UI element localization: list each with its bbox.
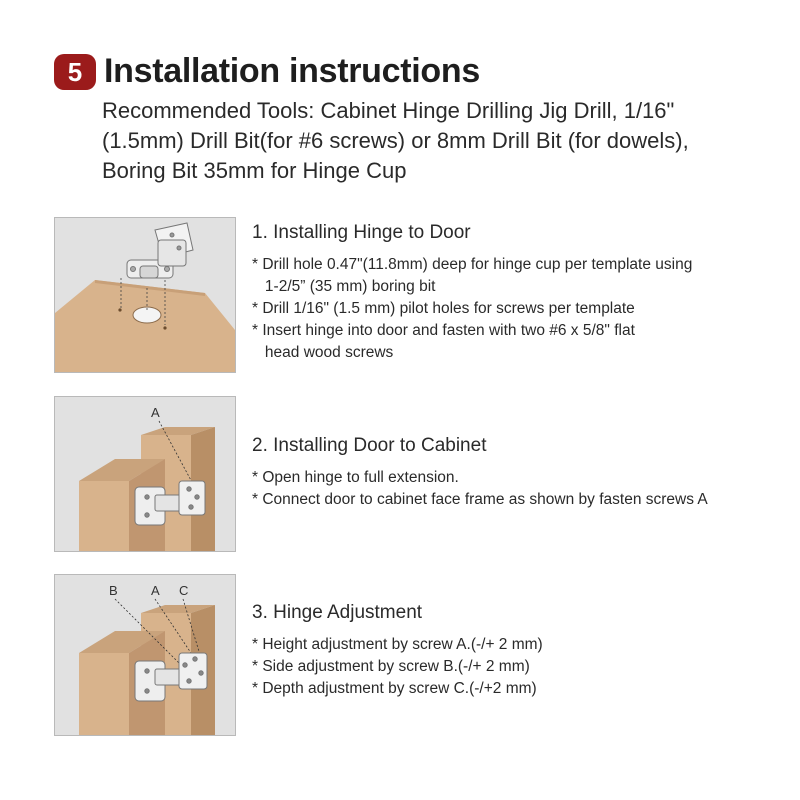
- step2-illustration: [54, 396, 236, 552]
- instruction-bullet: * Drill 1/16" (1.5 mm) pilot holes for screws per template: [252, 300, 635, 317]
- pilot-hole: [118, 308, 121, 311]
- hinge-icon: [127, 223, 193, 278]
- page-title: Installation instructions: [104, 52, 480, 90]
- instruction-bullet: * Open hinge to full extension.: [252, 469, 459, 486]
- step-number-badge: 5: [54, 54, 96, 90]
- callout-label-a: A: [151, 583, 160, 598]
- step2-instructions: [252, 435, 792, 511]
- callout-label-c: C: [179, 583, 189, 598]
- step3-instructions: [252, 602, 792, 700]
- step-title: 3. Hinge Adjustment: [252, 602, 423, 623]
- callout-label-b: B: [109, 583, 118, 598]
- tools-line: Recommended Tools: Cabinet Hinge Drilling Jig Drill, 1/16": [102, 98, 675, 123]
- step-title: 1. Installing Hinge to Door: [252, 222, 471, 243]
- tools-line: (1.5mm) Drill Bit(for #6 screws) or 8mm Drill Bit (for dowels),: [102, 128, 689, 153]
- instruction-bullet: head wood screws: [252, 344, 394, 361]
- step1-instructions: [252, 222, 792, 364]
- instruction-bullet: * Depth adjustment by screw C.(-/+2 mm): [252, 680, 537, 697]
- step-title: 2. Installing Door to Cabinet: [252, 435, 487, 456]
- instruction-bullet: * Insert hinge into door and fasten with two #6 x 5/8" flat: [252, 322, 635, 339]
- instruction-bullet: * Height adjustment by screw A.(-/+ 2 mm): [252, 636, 543, 653]
- step3-illustration: [54, 574, 236, 736]
- instruction-bullet: * Drill hole 0.47"(11.8mm) deep for hinge cup per template using: [252, 256, 693, 273]
- callout-label-a: A: [151, 405, 160, 420]
- tools-line: Boring Bit 35mm for Hinge Cup: [102, 158, 407, 183]
- recommended-tools-text: [102, 96, 782, 186]
- pilot-hole: [163, 326, 166, 329]
- instruction-bullet: 1-2/5” (35 mm) boring bit: [252, 278, 436, 295]
- step1-illustration: [54, 217, 236, 373]
- instruction-bullet: * Connect door to cabinet face frame as shown by fasten screws A: [252, 491, 708, 508]
- instruction-bullet: * Side adjustment by screw B.(-/+ 2 mm): [252, 658, 530, 675]
- section-header: [54, 52, 480, 91]
- door-panel: [55, 280, 235, 372]
